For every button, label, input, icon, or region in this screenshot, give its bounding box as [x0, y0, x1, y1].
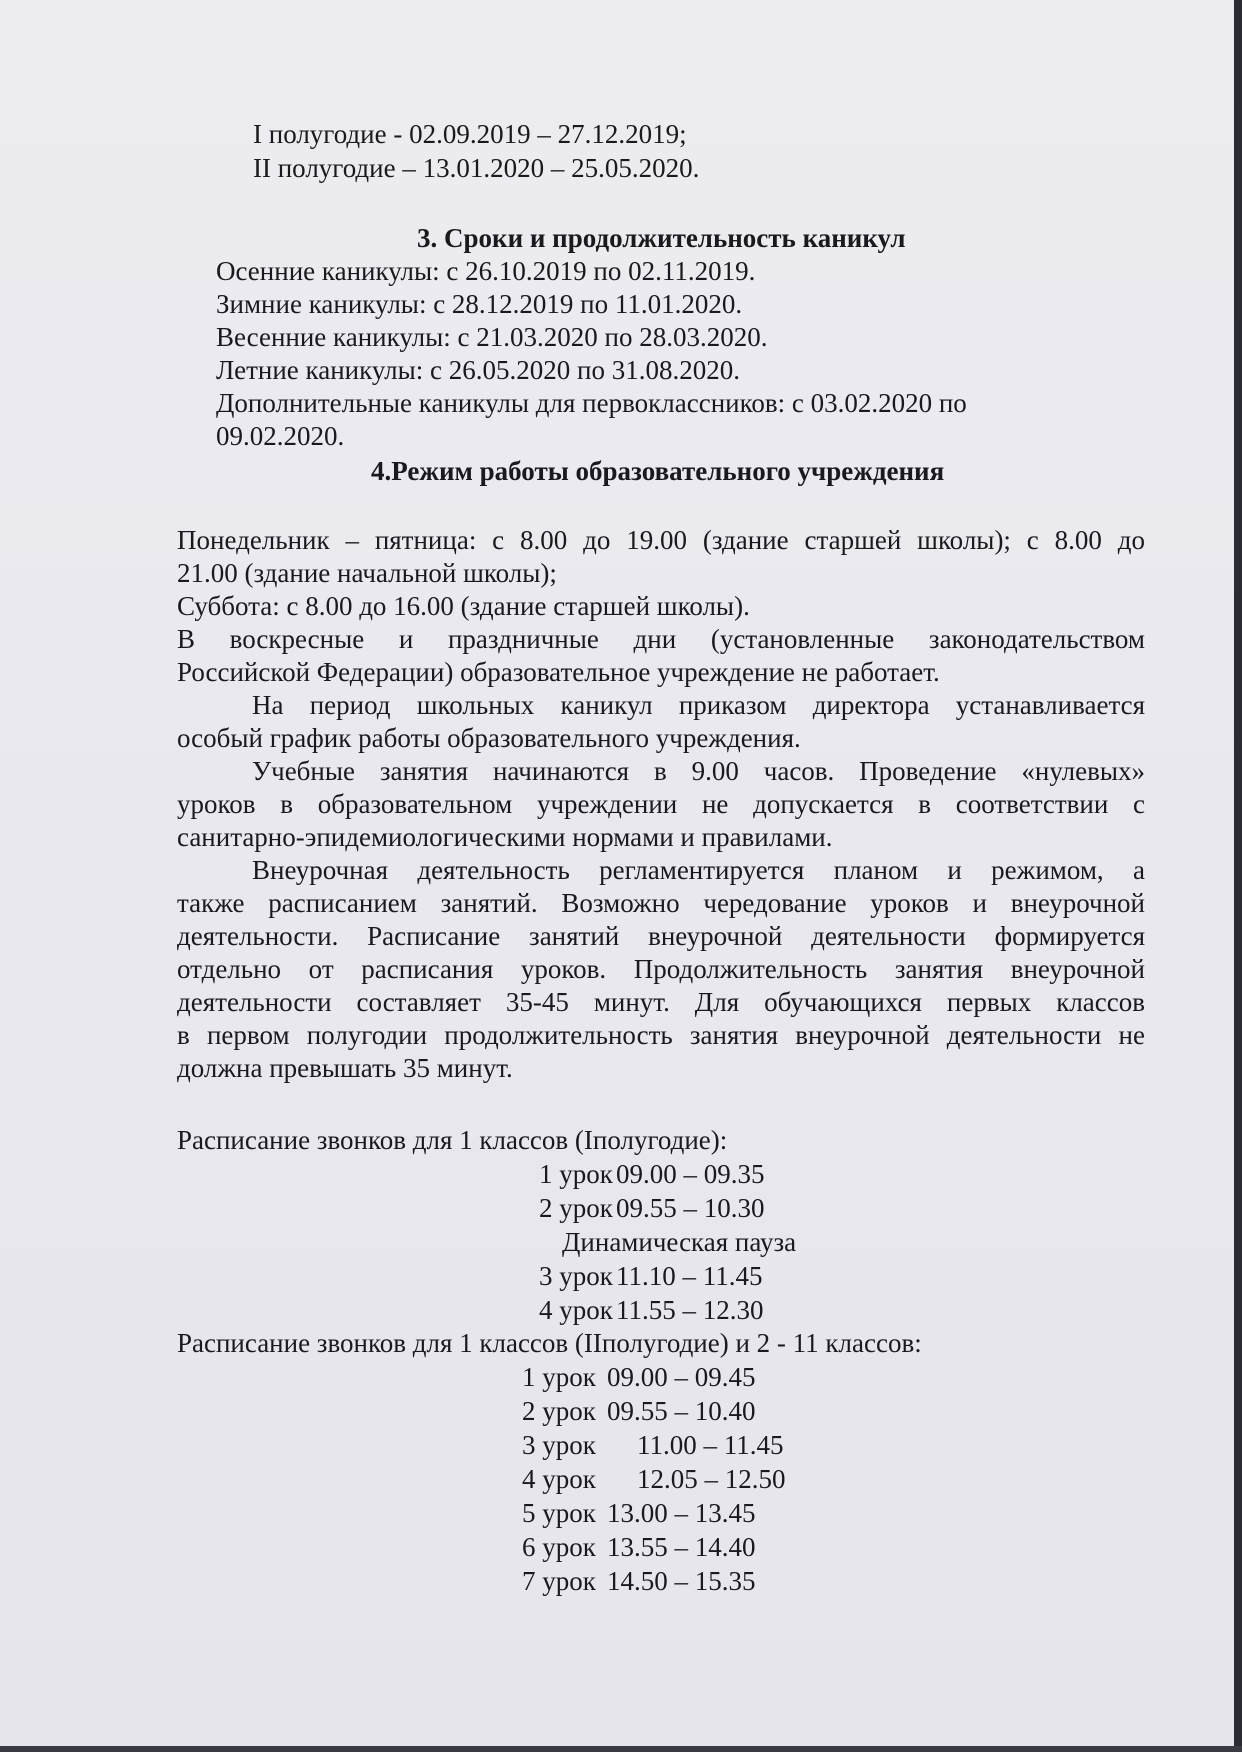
- vacation-extra-cont: 09.02.2020.: [216, 421, 345, 451]
- lesson-number: 1 урок: [539, 1159, 613, 1189]
- semester-2: II полугодие – 13.01.2020 – 25.05.2020.: [253, 153, 700, 183]
- lesson-time: 11.55 – 12.30: [616, 1295, 764, 1325]
- text-line: деятельности. Расписание занятий внеурочной деятельности формируется: [177, 921, 1145, 951]
- text-line: Российской Федерации) образовательное учреждение не работает.: [177, 657, 940, 687]
- text-line: В воскресные и праздничные дни (установленные законодательством: [177, 624, 1145, 654]
- vacation-summer: Летние каникулы: с 26.05.2020 по 31.08.2020.: [216, 355, 740, 385]
- lesson-time: 09.55 – 10.30: [616, 1193, 765, 1223]
- schedule1-title: Расписание звонков для 1 классов (Iполугодие):: [177, 1125, 728, 1155]
- text-line: также расписанием занятий. Возможно чередование уроков и внеурочной: [177, 888, 1145, 918]
- lesson-time: 14.50 – 15.35: [607, 1566, 756, 1596]
- vacation-winter: Зимние каникулы: с 28.12.2019 по 11.01.2020.: [216, 289, 743, 319]
- schedule2-row: [522, 1395, 756, 1428]
- lesson-number: 1 урок: [522, 1362, 596, 1392]
- text-line: уроков в образовательном учреждении не допускается в соответствии с: [177, 789, 1145, 819]
- text-line: Учебные занятия начинаются в 9.00 часов. Проведение «нулевых»: [252, 756, 1145, 786]
- text-line: Внеурочная деятельность регламентируется планом и режимом, а: [252, 855, 1145, 885]
- text-line: Понедельник – пятница: с 8.00 до 19.00 (здание старшей школы); с 8.00 до: [177, 525, 1145, 555]
- text-line: 21.00 (здание начальной школы);: [177, 558, 557, 588]
- text-line: санитарно-эпидемиологическими нормами и правилами.: [177, 822, 833, 852]
- schedule2-row: [522, 1497, 756, 1530]
- section3-heading: 3. Сроки и продолжительность каникул: [417, 223, 906, 253]
- lesson-number: 4 урок: [539, 1295, 613, 1325]
- section4-heading: 4.Режим работы образовательного учреждения: [371, 456, 945, 486]
- schedule2-row: [522, 1429, 784, 1462]
- schedule1-row: [539, 1294, 764, 1327]
- lesson-time: 09.00 – 09.35: [616, 1159, 765, 1189]
- text-line: особый график работы образовательного учреждения.: [177, 723, 801, 753]
- lesson-time: 11.10 – 11.45: [616, 1261, 763, 1291]
- hours-weekdays: [177, 524, 1145, 1085]
- lesson-number: 3 урок: [522, 1430, 596, 1460]
- text-line: отдельно от расписания уроков. Продолжительность занятия внеурочной: [177, 954, 1145, 984]
- lesson-time: 09.00 – 09.45: [607, 1362, 756, 1392]
- lesson-number: 3 урок: [539, 1261, 613, 1291]
- lesson-number: 6 урок: [522, 1532, 596, 1562]
- lesson-number: 2 урок: [522, 1396, 596, 1426]
- schedule2-row: [522, 1565, 756, 1598]
- text-line: в первом полугодии продолжительность занятия внеурочной деятельности не: [177, 1020, 1145, 1050]
- schedule2-row: [522, 1463, 786, 1496]
- scan-edge-bottom: [0, 1746, 1242, 1752]
- schedule2-title: Расписание звонков для 1 классов (IIполугодие) и 2 - 11 классов:: [177, 1328, 922, 1358]
- lesson-time: 09.55 – 10.40: [607, 1396, 756, 1426]
- lesson-time: 13.55 – 14.40: [607, 1532, 756, 1562]
- lesson-number: 5 урок: [522, 1498, 596, 1528]
- lesson-number: 4 урок: [522, 1464, 596, 1494]
- hours-saturday: Суббота: с 8.00 до 16.00 (здание старшей школы).: [177, 591, 750, 621]
- schedule1-row: [539, 1158, 765, 1191]
- lesson-time: 12.05 – 12.50: [637, 1464, 786, 1494]
- lesson-number: 2 урок: [539, 1193, 613, 1223]
- vacation-spring: Весенние каникулы: с 21.03.2020 по 28.03.2020.: [216, 322, 768, 352]
- semester-1: I полугодие - 02.09.2019 – 27.12.2019;: [253, 119, 687, 149]
- lesson-number: 7 урок: [522, 1566, 596, 1596]
- schedule1-row: [539, 1260, 763, 1293]
- dynamic-pause: Динамическая пауза: [562, 1227, 797, 1257]
- text-line: должна превышать 35 минут.: [177, 1053, 513, 1083]
- schedule2-row: [522, 1531, 756, 1564]
- schedule2-row: [522, 1361, 756, 1394]
- lesson-time: 13.00 – 13.45: [607, 1498, 756, 1528]
- lesson-time: 11.00 – 11.45: [637, 1430, 784, 1460]
- vacation-autumn: Осенние каникулы: с 26.10.2019 по 02.11.2019.: [216, 256, 756, 286]
- text-line: На период школьных каникул приказом директора устанавливается: [252, 690, 1145, 720]
- scan-edge-right: [1234, 0, 1242, 1752]
- schedule1-row: [539, 1192, 765, 1225]
- vacation-extra: Дополнительные каникулы для первоклассников: с 03.02.2020 по: [216, 388, 967, 418]
- text-line: деятельности составляет 35-45 минут. Для обучающихся первых классов: [177, 987, 1145, 1017]
